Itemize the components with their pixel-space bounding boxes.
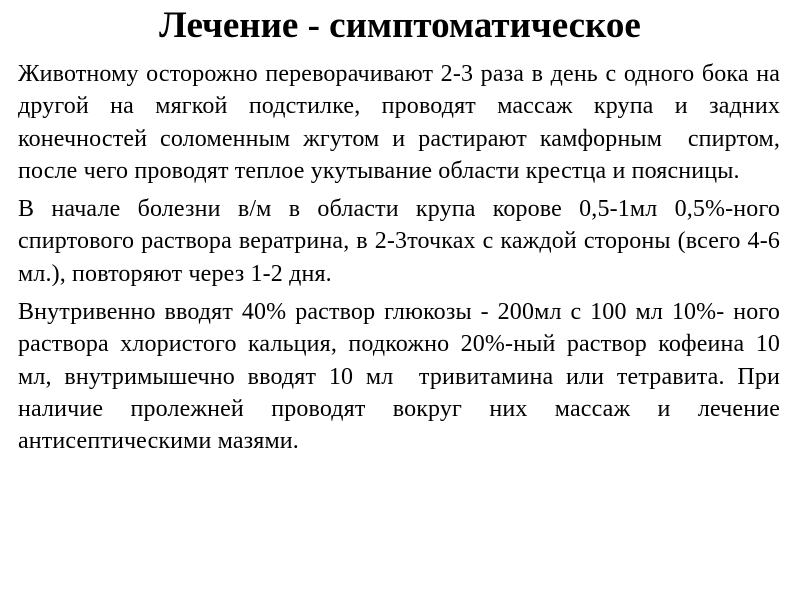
slide-body — [18, 58, 787, 464]
paragraph-intravenous: Внутривенно вводят 40% раствор глюкозы - 200мл с 100 мл 10%- ного раствора хлористого кальция, подкожно 20%-ный раствор кофеина 10 мл, внутримышечно вводят 10 мл тривитамина или тетравита. При наличие пролежней проводят вокруг них массаж и лечение антисептическими мазями. — [18, 299, 787, 455]
paragraph-care: Животному осторожно переворачивают 2-3 раза в день с одного бока на другой на мягкой подстилке, проводят массаж крупа и задних конечностей соломенным жгутом и растирают камфорным спиртом, после чего проводят теплое укутывание области крестца и поясницы. — [18, 61, 787, 184]
paragraph-veratrine: В начале болезни в/м в области крупа корове 0,5-1мл 0,5%-ного спиртового раствора вератрина, в 2-3точках с каждой стороны (всего 4-6 мл.), повторяют через 1-2 дня. — [18, 196, 787, 287]
slide-title: Лечение - симптоматическое — [159, 5, 641, 46]
